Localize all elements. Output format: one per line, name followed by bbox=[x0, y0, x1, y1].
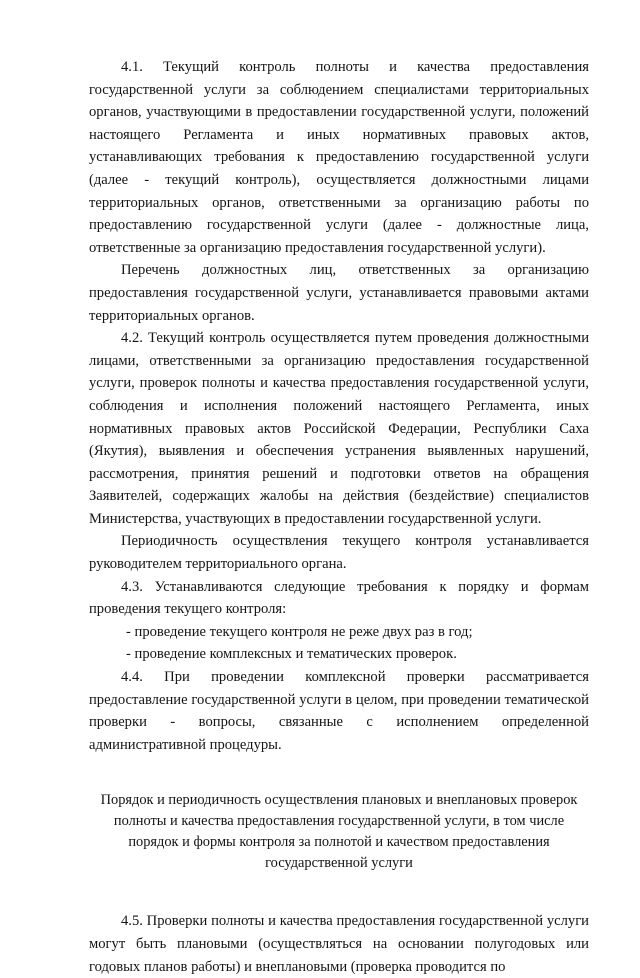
paragraph-4-1: 4.1. Текущий контроль полноты и качества предоставления государственной услуги за соблюдением специалистами территориальных органов, участвующими в предоставлении государственной услуги, положений настоящего Регламента и иных нормативных правовых актов, устанавливающих требования к предоставлению государственной услуги (далее - текущий контроль), осуществляется должностными лицами территориальных органов, ответственными за организацию работы по предоставлению государственной услуги (далее - должностные лица, ответственные за организацию предоставления государственной услуги). bbox=[89, 59, 589, 256]
document-body bbox=[89, 56, 589, 978]
section-title: Порядок и периодичность осуществления плановых и внеплановых проверок полноты и качества предоставления государственной услуги, в том числе порядок и формы контроля за полнотой и качеством предоставления государственной услуги bbox=[100, 792, 578, 872]
paragraph-4-4: 4.4. При проведении комплексной проверки рассматривается предоставление государственной услуги в целом, при проведении тематической проверки - вопросы, связанные с исполнением определенной административной процедуры. bbox=[89, 669, 589, 753]
paragraph-4-5: 4.5. Проверки полноты и качества предоставления государственной услуги могут быть плановыми (осуществляться на основании полугодовых или годовых планов работы) и внеплановыми (проверка проводится по bbox=[89, 913, 589, 975]
paragraph-4-2: 4.2. Текущий контроль осуществляется путем проведения должностными лицами, ответственными за организацию предоставления государственной услуги, проверок полноты и качества предоставления государственной услуги, соблюдения и исполнения положений настоящего Регламента, иных нормативных правовых актов Российской Федерации, Республики Саха (Якутия), выявления и обеспечения устранения выявленных нарушений, рассмотрения, принятия решений и подготовки ответов на обращения Заявителей, содержащих жалобы на действия (бездействие) специалистов Министерства, участвующих в предоставлении государственной услуги. bbox=[89, 330, 589, 527]
list-item: - проведение текущего контроля не реже двух раз в год; bbox=[126, 623, 473, 640]
list-item: - проведение комплексных и тематических проверок. bbox=[126, 646, 457, 663]
paragraph-periodicity: Периодичность осуществления текущего контроля устанавливается руководителем территориального органа. bbox=[89, 533, 589, 573]
paragraph-officials-list: Перечень должностных лиц, ответственных за организацию предоставления государственной услуги, устанавливается правовыми актами территориальных органов. bbox=[89, 262, 589, 324]
paragraph-4-3: 4.3. Устанавливаются следующие требования к порядку и формам проведения текущего контроля: bbox=[89, 578, 589, 618]
